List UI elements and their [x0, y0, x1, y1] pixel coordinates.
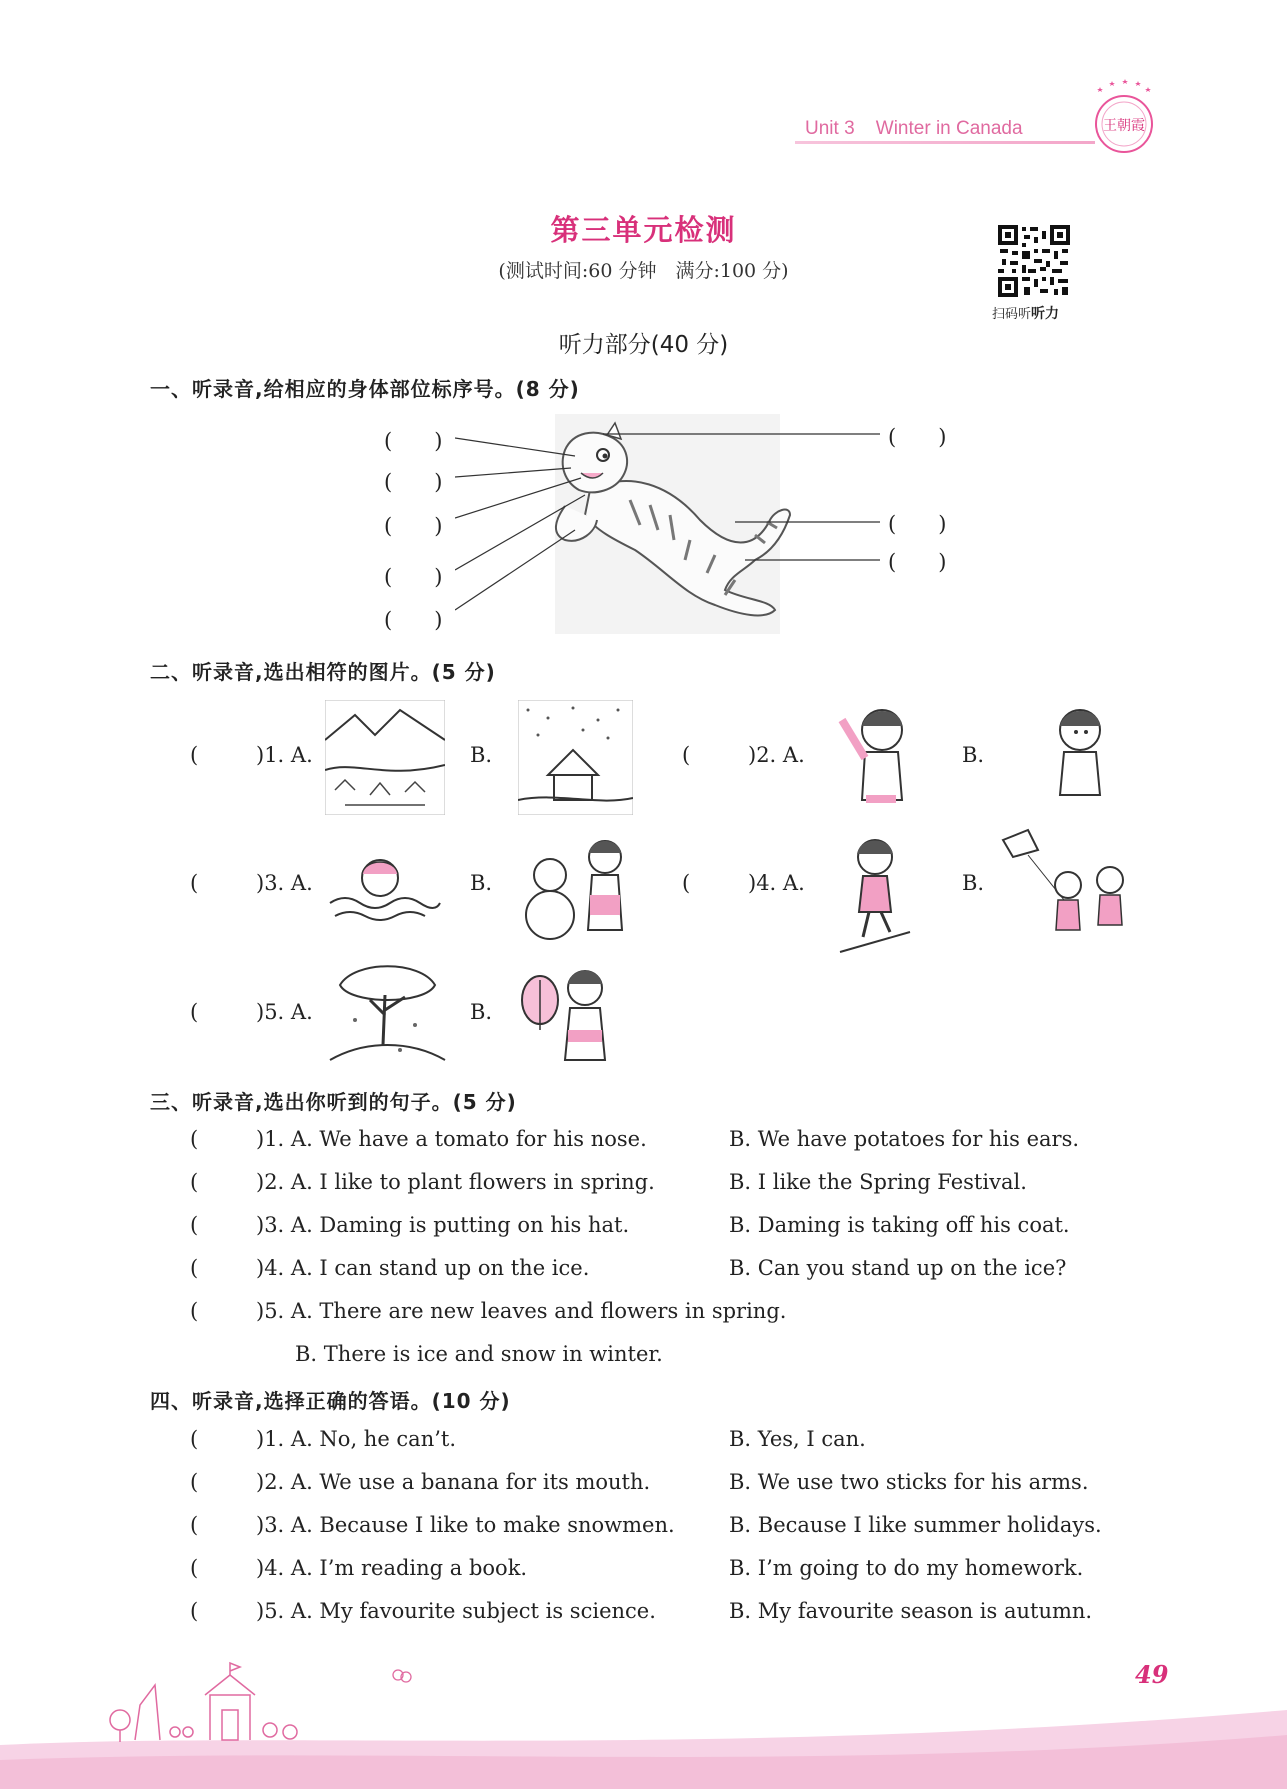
page-title: 第三单元检测: [550, 213, 737, 247]
q2-5-label-a: )5. A.: [256, 1000, 313, 1024]
swimming-picture[interactable]: [325, 848, 445, 928]
section-3-title: 三、听录音,选出你听到的句子。(5 分): [150, 1090, 517, 1114]
q2-1-label-a: )1. A.: [256, 743, 313, 767]
s3-question-5-option-b[interactable]: B. There is ice and snow in winter.: [295, 1342, 663, 1366]
s3-question-2: ( )2. A. I like to plant flowers in spring. B. I like the Spring Festival.: [190, 1170, 1027, 1194]
unit-title: Winter in Canada: [875, 118, 1023, 139]
header-divider: [795, 141, 1095, 144]
s4-question-2: ( )2. A. We use a banana for its mouth. B. We use two sticks for his arms.: [190, 1470, 1089, 1494]
q2-4-label-b: B.: [962, 871, 985, 895]
s4-question-3: ( )3. A. Because I like to make snowmen. B. Because I like summer holidays.: [190, 1513, 1102, 1537]
boy-with-leaf-picture[interactable]: [510, 960, 635, 1065]
answer-blank[interactable]: ( ): [888, 425, 947, 449]
s3-question-5: ( )5. A. There are new leaves and flowers in spring.: [190, 1299, 787, 1323]
answer-blank[interactable]: ( ): [384, 514, 443, 538]
snowy-village-picture[interactable]: [518, 700, 633, 815]
s3-question-1: ( )1. A. We have a tomato for his nose. B. We have potatoes for his ears.: [190, 1127, 1080, 1151]
svg-text:王朝霞: 王朝霞: [1103, 118, 1145, 134]
qr-code-icon[interactable]: [998, 225, 1070, 297]
boy-hot-picture[interactable]: [830, 700, 930, 805]
qr-label: 扫码听听力: [992, 306, 1060, 322]
brand-badge-icon: [1088, 78, 1158, 158]
test-time-info: (测试时间:60 分钟 满分:100 分): [498, 260, 789, 282]
q2-1-label-b: B.: [470, 743, 493, 767]
s4-question-1: ( )1. A. No, he can’t. B. Yes, I can.: [190, 1427, 866, 1451]
q2-5-paren[interactable]: (: [190, 1000, 199, 1024]
s3-question-4: ( )4. A. I can stand up on the ice. B. Can you stand up on the ice?: [190, 1256, 1067, 1280]
answer-blank[interactable]: ( ): [384, 608, 443, 632]
q2-2-label-b: B.: [962, 743, 985, 767]
unit-header: [805, 118, 1023, 140]
boy-cold-picture[interactable]: [1040, 700, 1120, 805]
castle-illustration-icon: [100, 1650, 330, 1745]
answer-blank[interactable]: ( ): [384, 470, 443, 494]
answer-blank[interactable]: ( ): [888, 550, 947, 574]
girl-skating-picture[interactable]: [835, 832, 915, 957]
answer-blank[interactable]: ( ): [888, 512, 947, 536]
s3-question-3: ( )3. A. Daming is putting on his hat. B. Daming is taking off his coat.: [190, 1213, 1070, 1237]
kite-flying-picture[interactable]: [998, 825, 1146, 953]
section-4-title: 四、听录音,选择正确的答语。(10 分): [150, 1389, 511, 1413]
s4-question-4: ( )4. A. I’m reading a book. B. I’m going to do my homework.: [190, 1556, 1084, 1580]
section-2-title: 二、听录音,选出相符的图片。(5 分): [150, 660, 496, 684]
winter-landscape-picture[interactable]: [325, 700, 445, 815]
q2-3-label-b: B.: [470, 871, 493, 895]
autumn-tree-picture[interactable]: [325, 955, 450, 1067]
q2-3-label-a: )3. A.: [256, 871, 313, 895]
page-number: 49: [1135, 1660, 1169, 1689]
unit-number: Unit 3: [805, 118, 855, 139]
q2-5-label-b: B.: [470, 1000, 493, 1024]
section-1-title: 一、听录音,给相应的身体部位标序号。(8 分): [150, 377, 580, 401]
tiger-illustration: [455, 410, 895, 640]
q2-4-label-a: )4. A.: [748, 871, 805, 895]
q2-1-paren[interactable]: (: [190, 743, 199, 767]
s4-question-5: ( )5. A. My favourite subject is science. B. My favourite season is autumn.: [190, 1599, 1093, 1623]
q2-2-label-a: )2. A.: [748, 743, 805, 767]
listening-part-title: 听力部分(40 分): [558, 332, 729, 358]
snowman-picture[interactable]: [510, 835, 640, 945]
answer-blank[interactable]: ( ): [384, 429, 443, 453]
q2-3-paren[interactable]: (: [190, 871, 199, 895]
q2-2-paren[interactable]: (: [682, 743, 691, 767]
answer-blank[interactable]: ( ): [384, 565, 443, 589]
q2-4-paren[interactable]: (: [682, 871, 691, 895]
flower-icon: [390, 1667, 414, 1687]
